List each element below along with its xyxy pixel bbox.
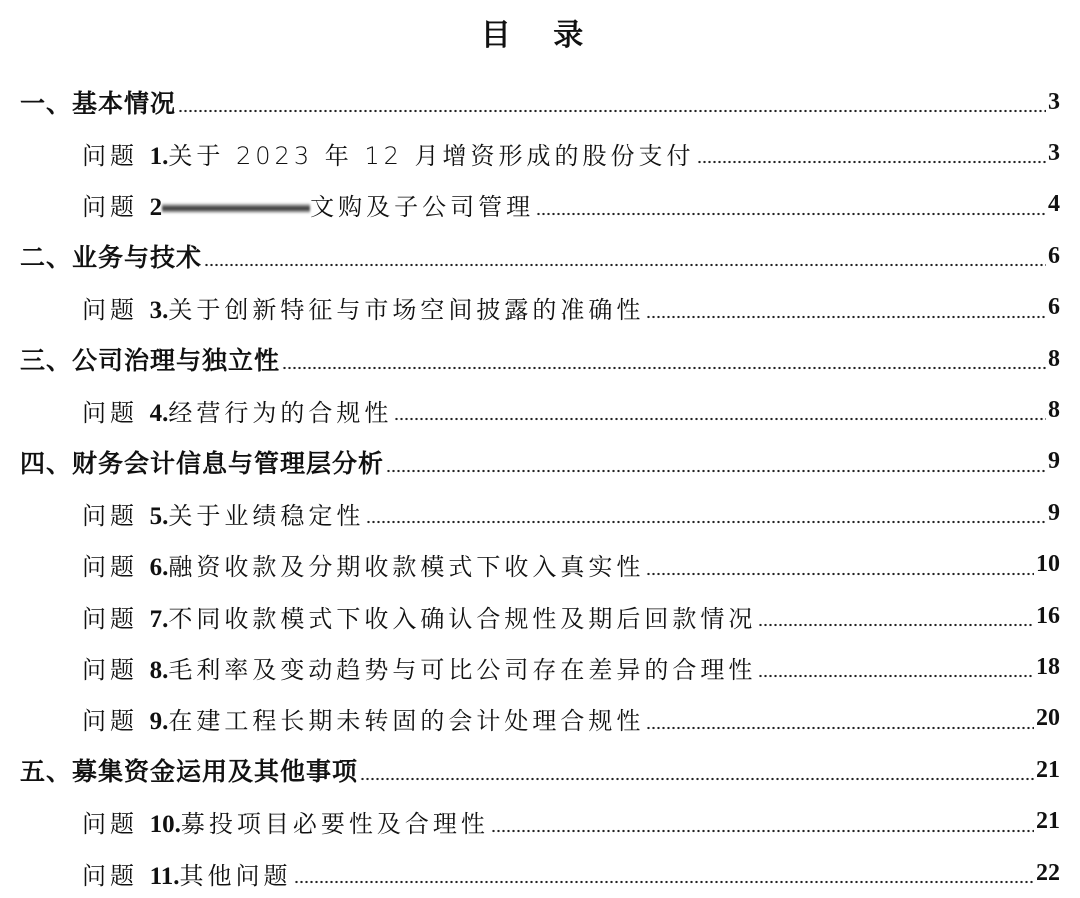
toc-item-row[interactable] xyxy=(82,540,1060,590)
toc-page-number: 4 xyxy=(1048,191,1060,218)
toc-entry-text: 基本情况 xyxy=(72,89,177,118)
toc-entry-number: 1. xyxy=(149,142,169,170)
toc-entry-prefix: 问题 xyxy=(82,141,150,170)
dot-leader xyxy=(646,296,1046,320)
toc-section-row[interactable] xyxy=(20,745,1060,795)
toc-entry-prefix: 五、 xyxy=(20,757,73,787)
toc-entry-label xyxy=(82,187,534,222)
redaction-mark xyxy=(162,195,310,221)
toc-entry-text: 关于创新特征与市场空间披露的准确性 xyxy=(168,296,645,325)
toc-entry-text: 业务与技术 xyxy=(72,243,203,273)
toc-entry-number: 6. xyxy=(149,554,169,582)
toc-section-row[interactable] xyxy=(20,334,1060,384)
toc-entry-label xyxy=(20,752,358,788)
dot-leader xyxy=(294,861,1034,885)
toc-entry-prefix: 问题 xyxy=(82,604,150,633)
dot-leader xyxy=(360,758,1034,782)
toc-page-number: 21 xyxy=(1036,756,1060,783)
toc-page-number: 9 xyxy=(1048,499,1060,526)
toc-entry-prefix: 三、 xyxy=(20,346,73,375)
toc-entry-prefix: 问题 xyxy=(82,553,150,582)
toc-entry-prefix: 问题 xyxy=(82,655,150,684)
dot-leader xyxy=(204,244,1046,268)
toc-item-row[interactable] xyxy=(82,797,1060,847)
dot-leader xyxy=(366,501,1046,525)
dot-leader xyxy=(536,193,1046,217)
toc-entry-label xyxy=(20,84,176,120)
toc-entry-prefix: 问题 xyxy=(82,193,150,222)
toc-page-number: 8 xyxy=(1048,396,1060,423)
toc-item-row[interactable] xyxy=(82,488,1060,538)
toc-page-number: 8 xyxy=(1048,345,1060,372)
toc-entry-label xyxy=(82,547,644,582)
toc-entry-text: 募投项目必要性及合理性 xyxy=(180,810,489,839)
toc-entry-prefix: 一、 xyxy=(20,89,73,118)
toc-entry-number: 2 xyxy=(149,194,163,222)
dot-leader xyxy=(282,347,1046,371)
toc-entry-number: 10. xyxy=(149,811,181,839)
toc-entry-number: 3. xyxy=(149,297,169,325)
toc-entry-label xyxy=(82,856,292,891)
toc-page-number: 9 xyxy=(1048,448,1060,475)
dot-leader xyxy=(491,810,1034,834)
toc-item-row[interactable] xyxy=(82,591,1060,641)
dot-leader xyxy=(386,450,1046,474)
toc-item-row[interactable] xyxy=(82,642,1060,692)
toc-entry-label xyxy=(82,136,695,171)
toc-entry-label xyxy=(20,238,202,274)
toc-entry-label xyxy=(82,650,756,685)
toc-entry-label xyxy=(20,341,280,377)
toc-page-number: 16 xyxy=(1036,602,1060,629)
toc-entry-prefix: 问题 xyxy=(82,398,150,427)
toc-entry-prefix: 四、 xyxy=(20,448,73,478)
toc-entry-label xyxy=(82,701,644,736)
toc-entry-text: 不同收款模式下收入确认合规性及期后回款情况 xyxy=(168,604,757,633)
toc-entry-prefix: 问题 xyxy=(82,707,150,736)
toc-entry-label xyxy=(82,393,392,428)
toc-page-number: 18 xyxy=(1036,653,1060,680)
toc-title: 目 录 xyxy=(480,18,600,53)
toc-entry-text: 融资收款及分期收款模式下收入真实性 xyxy=(168,553,645,582)
toc-entry-number: 5. xyxy=(149,502,169,530)
toc-entry-label xyxy=(20,444,384,480)
toc-entry-text: 财务会计信息与管理层分析 xyxy=(72,448,385,478)
toc-entry-text: 在建工程长期未转固的会计处理合规性 xyxy=(168,707,645,736)
toc-entry-label xyxy=(82,804,489,839)
toc-entry-text: 公司治理与独立性 xyxy=(72,346,281,375)
toc-item-row[interactable] xyxy=(82,848,1060,898)
toc-item-row[interactable] xyxy=(82,385,1060,435)
toc-entry-text: 经营行为的合规性 xyxy=(168,398,393,427)
toc-entry-number: 8. xyxy=(149,656,169,684)
toc-entry-label xyxy=(82,599,756,634)
toc-entry-text: 毛利率及变动趋势与可比公司存在差异的合理性 xyxy=(168,655,757,684)
toc-entry-number: 9. xyxy=(149,708,169,736)
toc-section-row[interactable] xyxy=(20,231,1060,281)
toc-page-number: 22 xyxy=(1036,859,1060,886)
toc-section-row[interactable] xyxy=(20,77,1060,127)
toc-page-number: 3 xyxy=(1048,88,1060,115)
toc-entry-prefix: 问题 xyxy=(82,810,150,839)
toc-page-number: 6 xyxy=(1048,242,1060,269)
dot-leader xyxy=(697,141,1046,165)
toc-item-row[interactable] xyxy=(82,283,1060,333)
dot-leader xyxy=(646,553,1034,577)
toc-item-row[interactable] xyxy=(82,128,1060,178)
toc-entry-text: 关于 2023 年 12 月增资形成的股份支付 xyxy=(168,141,695,170)
toc-entry-number: 7. xyxy=(149,605,169,633)
toc-entry-label xyxy=(82,290,644,325)
toc-entry-text: 募集资金运用及其他事项 xyxy=(72,757,359,787)
toc-entry-prefix: 问题 xyxy=(82,861,150,890)
toc-entry-prefix: 问题 xyxy=(82,501,150,530)
toc-page-number: 21 xyxy=(1036,808,1060,835)
toc-entry-text: 其他问题 xyxy=(179,861,292,890)
toc-page-number: 3 xyxy=(1048,139,1060,166)
toc-entry-label xyxy=(82,496,364,531)
dot-leader xyxy=(178,90,1046,114)
dot-leader xyxy=(646,707,1034,731)
toc-entry-number: 4. xyxy=(149,399,169,427)
toc-page-number: 10 xyxy=(1036,551,1060,578)
toc-entry-prefix: 二、 xyxy=(20,243,73,273)
toc-entry-text: 文购及子公司管理 xyxy=(310,193,535,222)
toc-entry-prefix: 问题 xyxy=(82,296,150,325)
toc-page-number: 6 xyxy=(1048,294,1060,321)
toc-page-number: 20 xyxy=(1036,705,1060,732)
dot-leader xyxy=(394,398,1046,422)
toc-section-row[interactable] xyxy=(20,437,1060,487)
toc-item-row[interactable] xyxy=(82,694,1060,744)
toc-item-row[interactable] xyxy=(82,180,1060,230)
toc-entry-number: 11. xyxy=(149,862,180,890)
toc-entry-text: 关于业绩稳定性 xyxy=(168,501,365,530)
dot-leader xyxy=(758,604,1034,628)
dot-leader xyxy=(758,655,1034,679)
